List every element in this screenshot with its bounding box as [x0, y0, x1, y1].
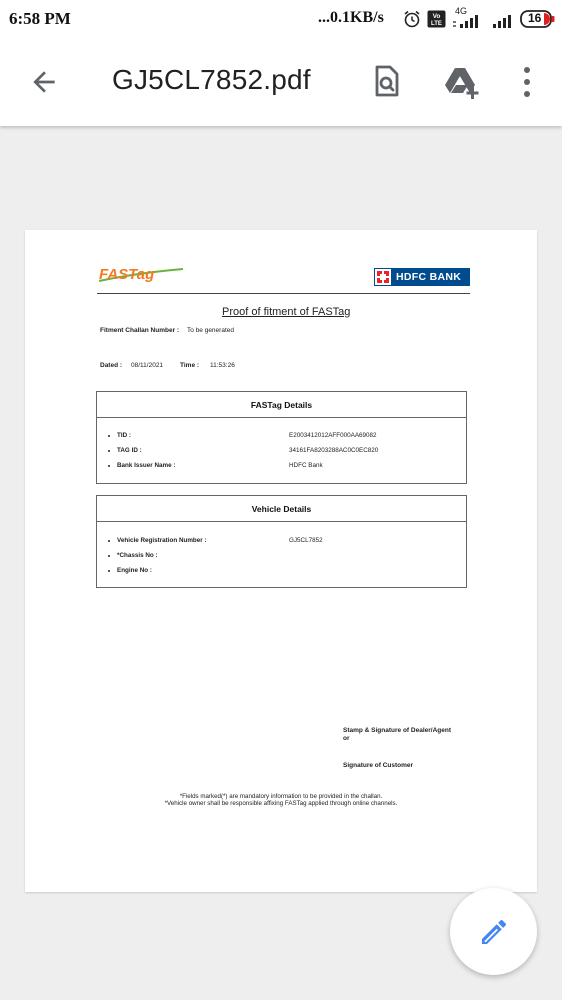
stamp-signature-label: Stamp & Signature of Dealer/Agent — [343, 727, 451, 734]
file-title: GJ5CL7852.pdf — [112, 64, 311, 95]
fastag-logo-graphic — [97, 263, 187, 287]
signal-strength-1-icon — [452, 13, 482, 28]
dated-value: 08/11/2021 — [131, 362, 164, 369]
drive-add-icon[interactable] — [442, 62, 482, 102]
tid-label: TID : — [117, 432, 131, 439]
find-in-page-icon[interactable] — [366, 62, 406, 102]
engine-label: Engine No : — [117, 567, 152, 574]
bullet — [108, 450, 110, 452]
footnotes — [25, 793, 537, 807]
volte-lte: LTE — [431, 21, 442, 27]
edit-pencil-icon — [478, 916, 510, 948]
bullet — [108, 465, 110, 467]
fastag-details-box — [96, 391, 467, 484]
vehicle-details-box — [96, 495, 467, 588]
hdfc-logo-text: HDFC BANK — [396, 271, 462, 283]
time-value: 11:53:26 — [210, 362, 235, 369]
bullet — [108, 570, 110, 572]
status-bar — [0, 0, 562, 36]
fastag-logo-text: FASTag — [99, 266, 155, 283]
stamp-signature-or: or — [343, 735, 350, 742]
chassis-label: *Chassis No : — [117, 552, 158, 559]
tag-id-value: 34161FA8203288AC0C0EC820 — [289, 447, 379, 454]
volte-vo: Vo — [432, 13, 441, 20]
document-heading: Proof of fitment of FASTag — [222, 306, 351, 318]
app-bar — [0, 36, 562, 126]
arrow-back-icon[interactable] — [28, 66, 60, 98]
fastag-logo — [97, 263, 187, 287]
bank-issuer-label: Bank Issuer Name : — [117, 462, 176, 469]
more-vert-icon[interactable] — [507, 62, 547, 102]
bullet — [108, 540, 110, 542]
signal-strength-2-icon — [492, 13, 514, 28]
pdf-page[interactable] — [25, 230, 537, 892]
volte-icon — [427, 10, 446, 28]
footnote-mandatory: *Fields marked(*) are mandatory information to be provided in the challan. — [179, 793, 383, 800]
battery-level: 16 — [528, 11, 542, 25]
hdfc-mark-icon — [375, 269, 391, 285]
network-speed: ...0.1KB/s — [318, 9, 384, 26]
challan-label: Fitment Challan Number : — [100, 327, 180, 334]
tid-value: E2003412012AFF000AA69082 — [289, 432, 377, 439]
edit-fab-button[interactable] — [450, 888, 537, 975]
header-divider — [97, 293, 470, 294]
fastag-details-title: FASTag Details — [97, 392, 466, 418]
time-label: Time : — [180, 362, 200, 369]
vehicle-reg-label: Vehicle Registration Number : — [117, 537, 207, 544]
challan-value: To be generated — [187, 327, 234, 334]
footnote-vehicle-owner: *Vehicle owner shall be responsible affixing FASTag applied through online channels. — [164, 800, 398, 807]
vehicle-details-title: Vehicle Details — [97, 496, 466, 522]
bank-issuer-value: HDFC Bank — [289, 462, 323, 469]
vehicle-reg-value: GJ5CL7852 — [289, 537, 323, 544]
alarm-icon — [403, 10, 421, 28]
customer-signature-label: Signature of Customer — [343, 762, 414, 769]
bullet — [108, 555, 110, 557]
status-time: 6:58 PM — [9, 9, 71, 28]
hdfc-bank-logo — [374, 268, 470, 286]
network-type: 4G — [455, 6, 468, 16]
bullet — [108, 435, 110, 437]
tag-id-label: TAG ID : — [117, 447, 142, 454]
dated-label: Dated : — [100, 362, 123, 369]
